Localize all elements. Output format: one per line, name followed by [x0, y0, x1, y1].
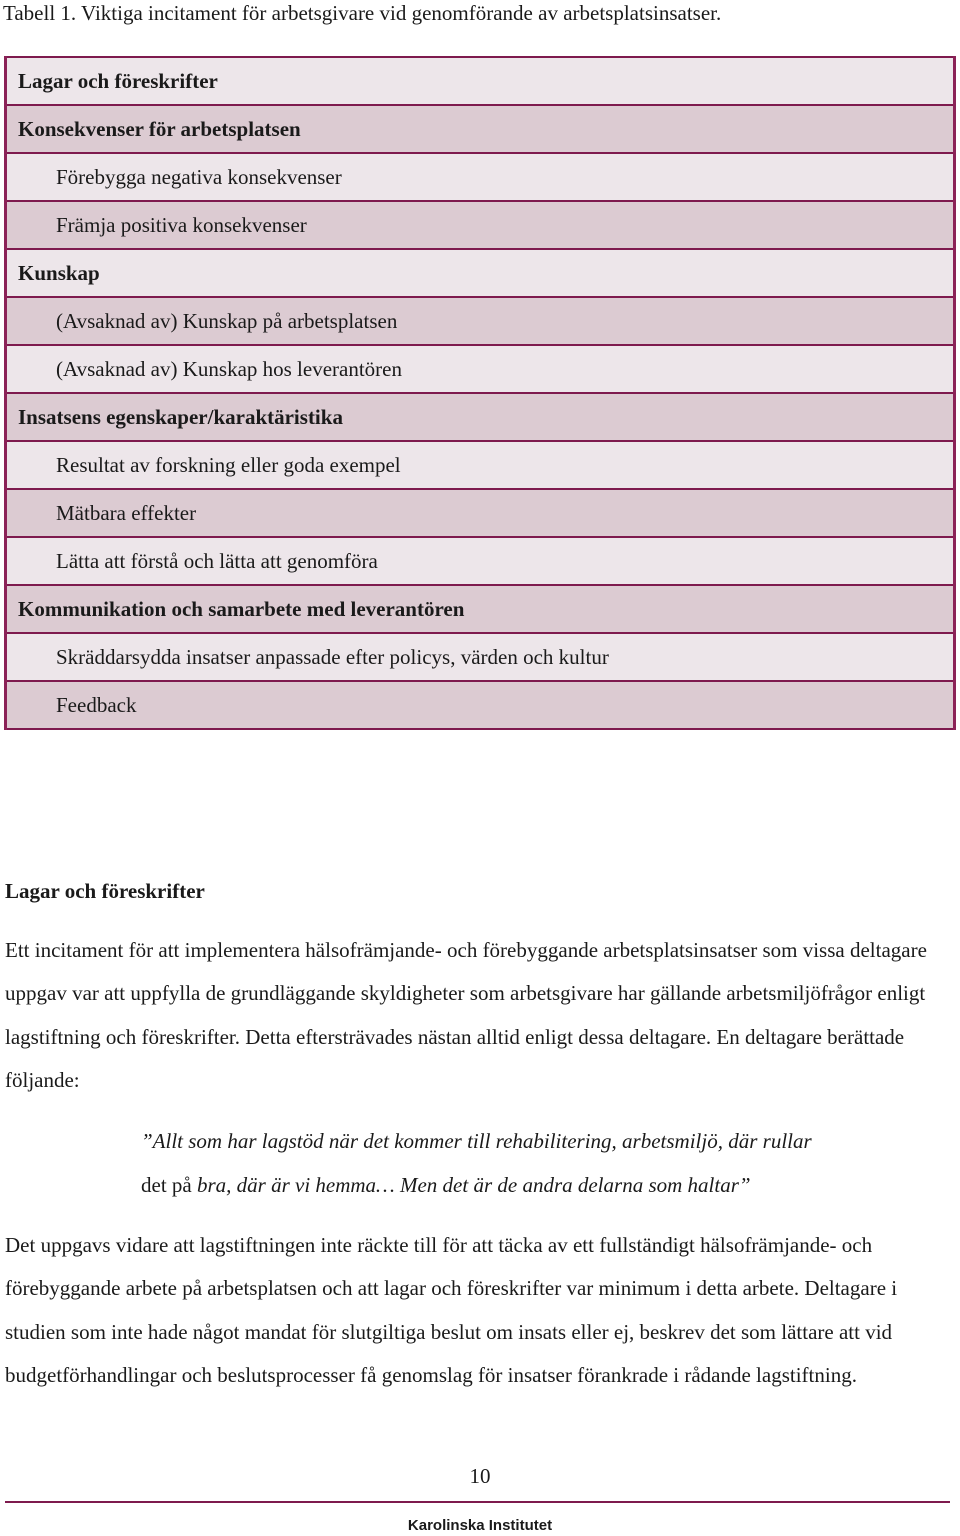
table-row [6, 105, 955, 153]
incentive-table-body [6, 57, 955, 729]
table-category-cell: Konsekvenser för arbetsplatsen [6, 105, 955, 153]
incentive-table [4, 56, 956, 730]
table-row [6, 681, 955, 729]
table-row [6, 489, 955, 537]
table-row [6, 585, 955, 633]
table-item-cell: Lätta att förstå och lätta att genomföra [6, 537, 955, 585]
table-row [6, 57, 955, 105]
table-category-cell: Kunskap [6, 249, 955, 297]
table-row [6, 345, 955, 393]
table-row [6, 249, 955, 297]
body-paragraph-1: Ett incitament för att implementera hälsofrämjande- och förebyggande arbetsplatsinsatser som vissa deltagare uppgav var att uppfylla de grundläggande skyldigheter som arbetsgivare har gällande arbetsmiljöfrågor enligt lagstiftning och föreskrifter. Detta eftersträvades nästan alltid enligt dessa deltagare. En deltagare berättade följande: [5, 938, 927, 1093]
table-row [6, 201, 955, 249]
table-item-cell: (Avsaknad av) Kunskap på arbetsplatsen [6, 297, 955, 345]
quote-part-3: bra, där är vi hemma… Men det är de andra delarna som haltar” [196, 1173, 751, 1197]
table-item-cell: Mätbara effekter [6, 489, 955, 537]
table-row [6, 537, 955, 585]
table-category-cell: Kommunikation och samarbete med leverantören [6, 585, 955, 633]
table-row [6, 441, 955, 489]
table-item-cell: Förebygga negativa konsekvenser [6, 153, 955, 201]
table-category-cell: Insatsens egenskaper/karaktäristika [6, 393, 955, 441]
quote-part-2: det på [141, 1173, 192, 1197]
participant-quote [141, 1119, 956, 1207]
footer-institution: Karolinska Institutet [407, 1517, 553, 1534]
table-item-cell: Skräddarsydda insatser anpassade efter policys, värden och kultur [6, 633, 955, 681]
footer-divider [5, 1501, 950, 1503]
table-row [6, 297, 955, 345]
section-heading: Lagar och föreskrifter [5, 879, 205, 903]
table-row [6, 393, 955, 441]
body-paragraph-2: Det uppgavs vidare att lagstiftningen inte räckte till för att täcka av ett fullständigt hälsofrämjande- och förebyggande arbete på arbetsplatsen och att lagar och föreskrifter var minimum i detta arbete. Deltagare i studien som inte hade något mandat för slutgiltiga beslut om insats eller ej, beskrev det som lättare att vid budgetförhandlingar och beslutsprocesser få genomslag för insatser förankrade i rådande lagstiftning. [5, 1233, 898, 1388]
table-row [6, 153, 955, 201]
table-category-cell: Lagar och föreskrifter [6, 57, 955, 105]
table-item-cell: Resultat av forskning eller goda exempel [6, 441, 955, 489]
page-number: 10 [469, 1464, 491, 1488]
table-item-cell: Feedback [6, 681, 955, 729]
quote-part-1: ”Allt som har lagstöd när det kommer till rehabilitering, arbetsmiljö, där rullar [141, 1129, 812, 1153]
table-item-cell: (Avsaknad av) Kunskap hos leverantören [6, 345, 955, 393]
table-row [6, 633, 955, 681]
table-item-cell: Främja positiva konsekvenser [6, 201, 955, 249]
table-caption: Tabell 1. Viktiga incitament för arbetsgivare vid genomförande av arbetsplatsinsatser. [3, 1, 722, 25]
